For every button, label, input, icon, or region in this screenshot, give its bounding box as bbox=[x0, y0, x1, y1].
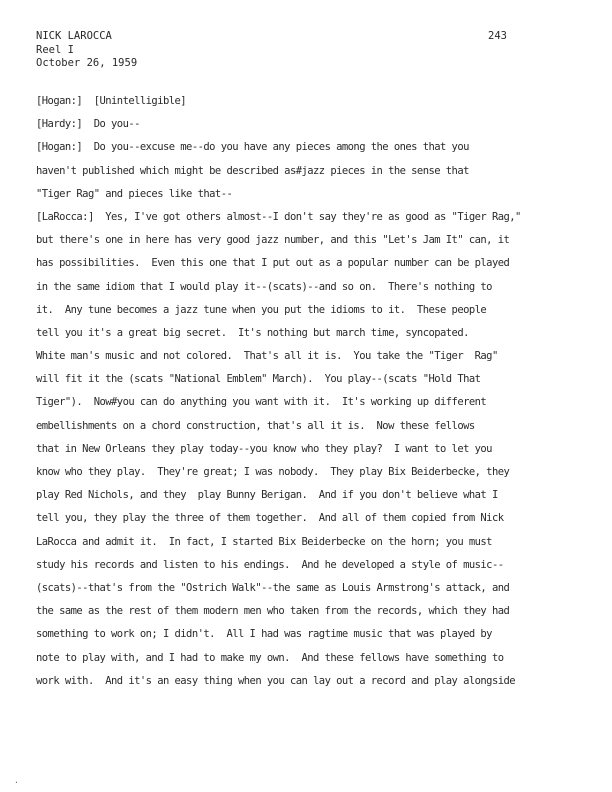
transcript-line: something to work on; I didn't. All I had was ragtime music that was played by bbox=[36, 628, 492, 641]
transcript-line: study his records and listen to his endings. And he developed a style of music-- bbox=[36, 558, 504, 571]
transcript-line: in the same idiom that I would play it--(scats)--and so on. There's nothing to bbox=[36, 280, 492, 293]
transcript-line: Tiger"). Now#you can do anything you want with it. It's working up different bbox=[36, 396, 487, 409]
transcript-line: embellishments on a chord construction, that's all it is. Now these fellows bbox=[36, 419, 475, 432]
transcript-line: tell you it's a great big secret. It's nothing but march time, syncopated. bbox=[36, 326, 469, 339]
transcript-line: LaRocca and admit it. In fact, I started Bix Beiderbecke on the horn; you must bbox=[36, 535, 492, 548]
transcript-line: [Hardy:] Do you-- bbox=[36, 118, 140, 131]
speaker-name: NICK LAROCCA bbox=[36, 30, 112, 42]
transcript-line: that in New Orleans they play today--you know who they play? I want to let you bbox=[36, 442, 492, 455]
transcript-line: "Tiger Rag" and pieces like that-- bbox=[36, 187, 233, 200]
interview-date: October 26, 1959 bbox=[36, 57, 138, 69]
page-number: 243 bbox=[488, 30, 507, 42]
transcript-line: has possibilities. Even this one that I put out as a popular number can be played bbox=[36, 257, 510, 270]
transcript-body bbox=[36, 90, 576, 693]
transcript-line: will fit it the (scats "National Emblem" March). You play--(scats "Hold That bbox=[36, 373, 481, 386]
transcript-line: (scats)--that's from the "Ostrich Walk"--the same as Louis Armstrong's attack, and bbox=[36, 581, 510, 594]
transcript-line: haven't published which might be described as#jazz pieces in the sense that bbox=[36, 164, 469, 177]
transcript-line: work with. And it's an easy thing when you can lay out a record and play alongside bbox=[36, 674, 516, 687]
transcript-line: [Hogan:] Do you--excuse me--do you have any pieces among the ones that you bbox=[36, 141, 469, 154]
transcript-line: but there's one in here has very good jazz number, and this "Let's Jam It" can, it bbox=[36, 234, 510, 247]
transcript-line: [Hogan:] [Unintelligible] bbox=[36, 95, 187, 107]
transcript-line: tell you, they play the three of them together. And all of them copied from Nick bbox=[36, 512, 504, 525]
margin-mark: · bbox=[14, 778, 19, 787]
reel-label: Reel I bbox=[36, 43, 74, 56]
transcript-line: know who they play. They're great; I was nobody. They play Bix Beiderbecke, they bbox=[36, 466, 510, 478]
transcript-line: it. Any tune becomes a jazz tune when you put the idioms to it. These people bbox=[36, 303, 487, 316]
transcript-line: [LaRocca:] Yes, I've got others almost--I don't say they're as good as "Tiger Rag," bbox=[36, 210, 521, 223]
transcript-line: note to play with, and I had to make my own. And these fellows have something to bbox=[36, 651, 504, 664]
transcript-line: the same as the rest of them modern men who taken from the records, which they had bbox=[36, 605, 510, 618]
document-header bbox=[36, 30, 137, 71]
transcript-line: White man's music and not colored. That's all it is. You take the "Tiger Rag" bbox=[36, 350, 498, 363]
transcript-line: play Red Nichols, and they play Bunny Berigan. And if you don't believe what I bbox=[36, 489, 498, 502]
